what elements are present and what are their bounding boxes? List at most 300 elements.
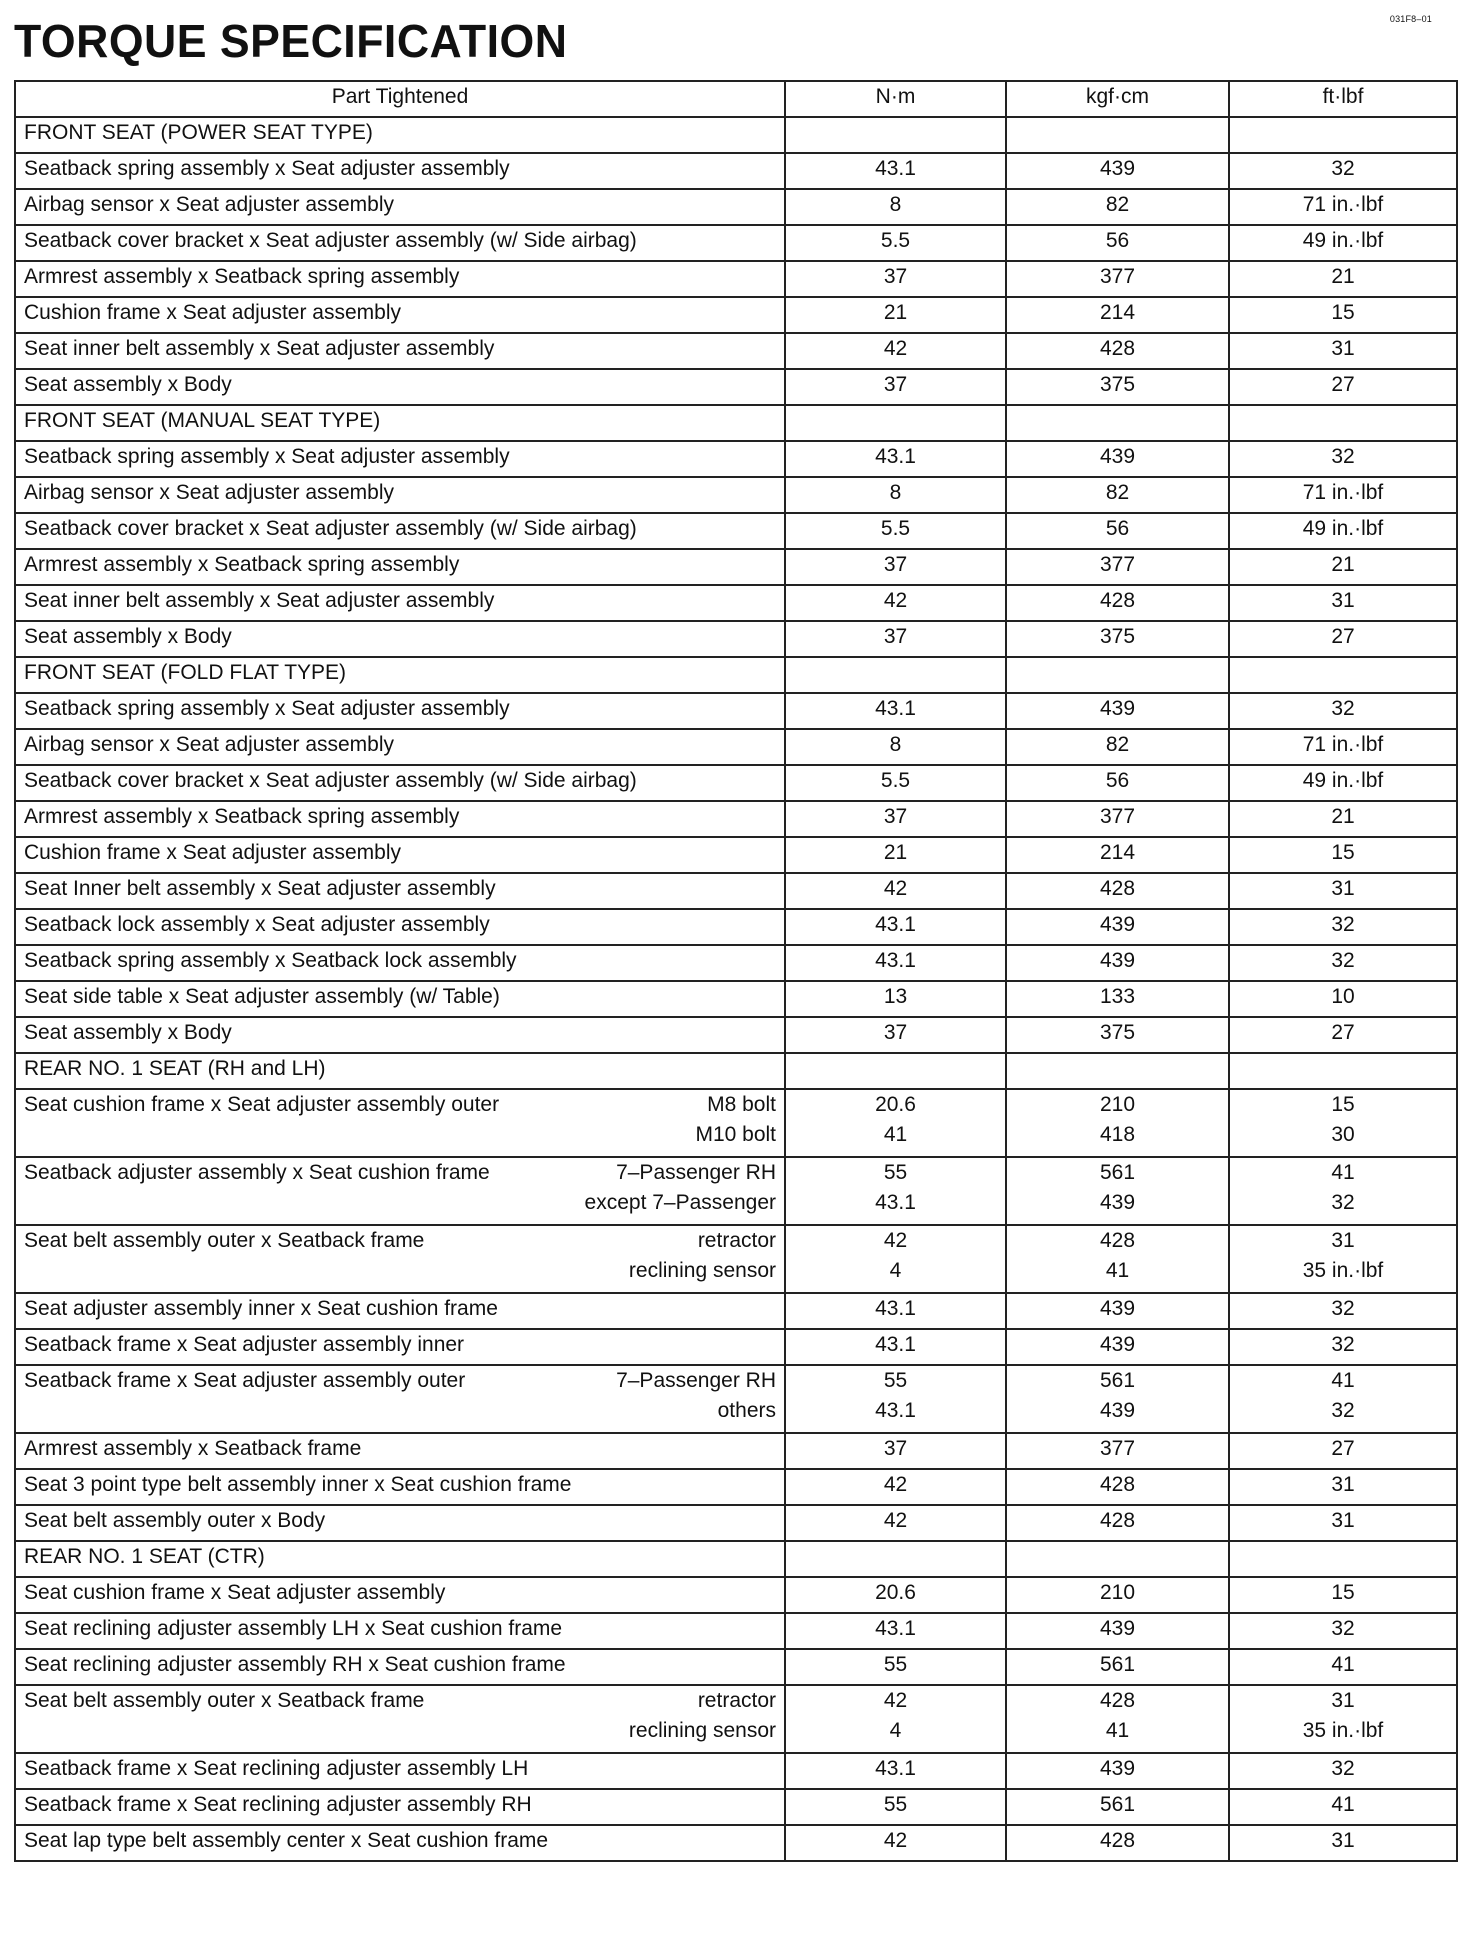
ft-lbf-value-cell: 49 in.·lbf [1229,225,1457,261]
table-row [15,549,1457,585]
kgf-cm-value: 428 [1099,1229,1136,1252]
empty-cell [1006,1053,1229,1089]
section-row [15,1541,1457,1577]
kgf-cm-value-cell: 82 [1006,729,1229,765]
part-cell [15,585,785,621]
table-row [15,837,1457,873]
part-cell [15,153,785,189]
table-row [15,297,1457,333]
ft-lbf-value-cell: 32 [1229,1293,1457,1329]
table-row [15,513,1457,549]
kgf-cm-value-cell: 214 [1006,297,1229,333]
part-cell [15,369,785,405]
part-cell [15,477,785,513]
kgf-cm-value-cell [1006,1365,1229,1433]
table-row [15,1505,1457,1541]
nm-value-cell: 8 [785,477,1006,513]
nm-value-cell: 37 [785,801,1006,837]
part-cell [15,729,785,765]
condition-label: 7–Passenger RH [616,1161,776,1184]
ft-lbf-value-cell: 71 in.·lbf [1229,189,1457,225]
kgf-cm-value-cell: 439 [1006,1329,1229,1365]
nm-value-cell: 37 [785,1017,1006,1053]
kgf-cm-value-cell: 439 [1006,945,1229,981]
table-row [15,1365,1457,1433]
kgf-cm-value: 418 [1099,1123,1136,1146]
table-row [15,1789,1457,1825]
part-cell [15,1613,785,1649]
kgf-cm-value-cell [1006,1685,1229,1753]
part-cell [15,1017,785,1053]
part-cell [15,1789,785,1825]
condition-labels [585,1158,776,1218]
table-row [15,729,1457,765]
part-label: Seat assembly x Body [24,625,232,648]
kgf-cm-value: 561 [1099,1369,1136,1392]
nm-value: 55 [883,1161,908,1184]
ft-lbf-value: 15 [1331,1093,1355,1116]
empty-cell [1229,1053,1457,1089]
ft-lbf-value-cell: 32 [1229,441,1457,477]
nm-value-cell: 8 [785,189,1006,225]
part-label: Seatback cover bracket x Seat adjuster assembly (w/ Side airbag) [24,229,637,252]
section-title: FRONT SEAT (POWER SEAT TYPE) [15,117,785,153]
ft-lbf-value-cell: 31 [1229,585,1457,621]
part-label: Seat belt assembly outer x Seatback frame [24,1229,425,1252]
ft-lbf-value-cell: 15 [1229,297,1457,333]
part-label: Armrest assembly x Seatback frame [24,1437,362,1460]
condition-label: retractor [697,1689,776,1712]
condition-label: reclining sensor [628,1719,776,1742]
torque-spec-table [14,80,1458,1862]
kgf-cm-value-cell: 428 [1006,1825,1229,1861]
section-title: REAR NO. 1 SEAT (RH and LH) [15,1053,785,1089]
part-label: Seatback cover bracket x Seat adjuster assembly (w/ Side airbag) [24,517,637,540]
nm-value-cell: 55 [785,1789,1006,1825]
kgf-cm-value-cell [1006,1157,1229,1225]
ft-lbf-value-cell: 49 in.·lbf [1229,765,1457,801]
kgf-cm-value-cell: 439 [1006,441,1229,477]
ft-lbf-value-cell: 32 [1229,1613,1457,1649]
kgf-cm-value-cell: 375 [1006,621,1229,657]
ft-lbf-value-cell: 27 [1229,369,1457,405]
kgf-cm-value-cell: 377 [1006,801,1229,837]
ft-lbf-value-cell [1229,1685,1457,1753]
part-label: Armrest assembly x Seatback spring assembly [24,553,460,576]
nm-value: 43.1 [875,1399,916,1422]
nm-value-cell: 43.1 [785,1753,1006,1789]
kgf-cm-value: 210 [1099,1093,1136,1116]
kgf-cm-value: 561 [1099,1161,1136,1184]
ft-lbf-value: 41 [1331,1369,1355,1392]
table-row [15,1157,1457,1225]
condition-label: 7–Passenger RH [616,1369,776,1392]
ft-lbf-value-cell: 32 [1229,909,1457,945]
nm-value-cell: 42 [785,1469,1006,1505]
ft-lbf-value-cell: 21 [1229,801,1457,837]
part-label: Seat inner belt assembly x Seat adjuster assembly [24,589,495,612]
kgf-cm-value: 439 [1099,1191,1136,1214]
part-label: Airbag sensor x Seat adjuster assembly [24,481,395,504]
part-label: Seatback spring assembly x Seat adjuster assembly [24,157,510,180]
table-row [15,765,1457,801]
nm-value: 4 [889,1259,902,1282]
nm-value-cell [785,1365,1006,1433]
part-cell [15,909,785,945]
ft-lbf-value-cell: 31 [1229,1469,1457,1505]
kgf-cm-value-cell [1006,1089,1229,1157]
kgf-cm-value-cell: 377 [1006,1433,1229,1469]
header-ft-lbf: ft·lbf [1229,81,1457,117]
table-row [15,1753,1457,1789]
nm-value-cell [785,1685,1006,1753]
table-row [15,909,1457,945]
table-row [15,333,1457,369]
kgf-cm-value-cell: 439 [1006,909,1229,945]
part-cell [15,1825,785,1861]
part-label: Cushion frame x Seat adjuster assembly [24,301,402,324]
part-label: Seat adjuster assembly inner x Seat cushion frame [24,1297,498,1320]
nm-value: 55 [883,1369,908,1392]
part-label: Seat 3 point type belt assembly inner x Seat cushion frame [24,1473,572,1496]
part-cell [15,297,785,333]
empty-cell [1229,405,1457,441]
part-cell [15,1157,785,1225]
kgf-cm-value-cell: 56 [1006,225,1229,261]
part-cell [15,1293,785,1329]
condition-labels [616,1366,776,1426]
nm-value-cell: 42 [785,1825,1006,1861]
kgf-cm-value-cell: 133 [1006,981,1229,1017]
part-cell [15,693,785,729]
kgf-cm-value-cell: 439 [1006,1753,1229,1789]
part-label: Seatback cover bracket x Seat adjuster assembly (w/ Side airbag) [24,769,637,792]
ft-lbf-value: 35 in.·lbf [1302,1719,1384,1742]
nm-value-cell: 42 [785,1505,1006,1541]
nm-value: 43.1 [875,1191,916,1214]
part-label: Seatback spring assembly x Seat adjuster assembly [24,445,510,468]
nm-value-cell: 55 [785,1649,1006,1685]
nm-value-cell: 43.1 [785,909,1006,945]
header-nm: N·m [785,81,1006,117]
part-cell [15,1089,785,1157]
nm-value-cell [785,1225,1006,1293]
page-title: TORQUE SPECIFICATION [14,15,568,67]
table-row [15,621,1457,657]
condition-labels [695,1090,776,1150]
part-label: Seat assembly x Body [24,1021,232,1044]
condition-labels [629,1686,776,1746]
kgf-cm-value-cell: 439 [1006,153,1229,189]
empty-cell [1229,1541,1457,1577]
table-row [15,189,1457,225]
header-kgf-cm: kgf·cm [1006,81,1229,117]
part-label: Seat belt assembly outer x Body [24,1509,326,1532]
ft-lbf-value-cell [1229,1225,1457,1293]
section-title: FRONT SEAT (FOLD FLAT TYPE) [15,657,785,693]
kgf-cm-value-cell: 375 [1006,1017,1229,1053]
condition-label: others [717,1399,776,1422]
table-row [15,1825,1457,1861]
header-part-tightened: Part Tightened [15,81,785,117]
part-label: Seatback spring assembly x Seat adjuster assembly [24,697,510,720]
part-label: Seat Inner belt assembly x Seat adjuster assembly [24,877,496,900]
ft-lbf-value-cell: 71 in.·lbf [1229,729,1457,765]
part-label: Seat side table x Seat adjuster assembly (w/ Table) [24,985,500,1008]
part-cell [15,1433,785,1469]
nm-value: 42 [883,1689,908,1712]
nm-value-cell [785,1089,1006,1157]
nm-value-cell: 37 [785,621,1006,657]
table-row [15,1017,1457,1053]
table-row [15,441,1457,477]
ft-lbf-value-cell: 31 [1229,873,1457,909]
part-cell [15,981,785,1017]
table-row [15,1613,1457,1649]
part-cell [15,1225,785,1293]
table-row [15,1089,1457,1157]
part-label: Seatback adjuster assembly x Seat cushion frame [24,1161,490,1184]
nm-value-cell: 8 [785,729,1006,765]
header-row [15,81,1457,117]
nm-value-cell: 5.5 [785,513,1006,549]
nm-value-cell: 43.1 [785,693,1006,729]
part-cell [15,549,785,585]
part-cell [15,873,785,909]
nm-value-cell: 37 [785,1433,1006,1469]
section-row [15,1053,1457,1089]
ft-lbf-value-cell: 32 [1229,693,1457,729]
table-row [15,945,1457,981]
condition-label: reclining sensor [628,1259,776,1282]
ft-lbf-value-cell: 32 [1229,1329,1457,1365]
part-label: Seat reclining adjuster assembly RH x Seat cushion frame [24,1653,566,1676]
ft-lbf-value: 31 [1331,1229,1355,1252]
table-row [15,1469,1457,1505]
part-cell [15,837,785,873]
part-label: Seat reclining adjuster assembly LH x Seat cushion frame [24,1617,563,1640]
ft-lbf-value-cell: 41 [1229,1789,1457,1825]
ft-lbf-value: 41 [1331,1161,1355,1184]
section-title: FRONT SEAT (MANUAL SEAT TYPE) [15,405,785,441]
kgf-cm-value-cell: 214 [1006,837,1229,873]
nm-value-cell: 43.1 [785,1613,1006,1649]
part-label: Cushion frame x Seat adjuster assembly [24,841,402,864]
nm-value-cell: 43.1 [785,1293,1006,1329]
kgf-cm-value: 41 [1105,1719,1130,1742]
nm-value-cell: 21 [785,297,1006,333]
part-cell [15,945,785,981]
section-row [15,117,1457,153]
ft-lbf-value-cell: 49 in.·lbf [1229,513,1457,549]
empty-cell [1006,657,1229,693]
nm-value: 41 [883,1123,908,1146]
table-row [15,1685,1457,1753]
kgf-cm-value-cell: 377 [1006,549,1229,585]
kgf-cm-value-cell: 56 [1006,765,1229,801]
part-label: Armrest assembly x Seatback spring assembly [24,805,460,828]
nm-value-cell: 42 [785,585,1006,621]
nm-value-cell: 37 [785,369,1006,405]
nm-value-cell: 37 [785,261,1006,297]
kgf-cm-value-cell: 82 [1006,477,1229,513]
ft-lbf-value-cell: 41 [1229,1649,1457,1685]
kgf-cm-value-cell: 428 [1006,585,1229,621]
ft-lbf-value-cell: 31 [1229,1505,1457,1541]
kgf-cm-value-cell: 428 [1006,1469,1229,1505]
table-row [15,801,1457,837]
empty-cell [785,117,1006,153]
part-cell [15,189,785,225]
kgf-cm-value-cell: 561 [1006,1649,1229,1685]
table-row [15,1577,1457,1613]
condition-label: except 7–Passenger [584,1191,776,1214]
document-code: 031F8–01 [1389,14,1432,24]
table-row [15,1293,1457,1329]
kgf-cm-value: 41 [1105,1259,1130,1282]
empty-cell [1006,117,1229,153]
part-label: Seatback frame x Seat adjuster assembly outer [24,1369,466,1392]
ft-lbf-value-cell: 32 [1229,945,1457,981]
part-label: Seat assembly x Body [24,373,232,396]
part-cell [15,621,785,657]
nm-value-cell: 20.6 [785,1577,1006,1613]
part-cell [15,441,785,477]
condition-labels [629,1226,776,1286]
ft-lbf-value-cell [1229,1089,1457,1157]
table-row [15,153,1457,189]
part-cell [15,1649,785,1685]
empty-cell [785,1541,1006,1577]
section-title: REAR NO. 1 SEAT (CTR) [15,1541,785,1577]
empty-cell [785,657,1006,693]
table-row [15,693,1457,729]
part-label: Armrest assembly x Seatback spring assembly [24,265,460,288]
table-row [15,585,1457,621]
kgf-cm-value-cell: 428 [1006,873,1229,909]
part-label: Seat cushion frame x Seat adjuster assembly [24,1581,446,1604]
nm-value-cell: 43.1 [785,945,1006,981]
part-cell [15,333,785,369]
nm-value-cell: 37 [785,549,1006,585]
ft-lbf-value-cell: 21 [1229,261,1457,297]
empty-cell [1229,117,1457,153]
ft-lbf-value-cell: 27 [1229,1017,1457,1053]
ft-lbf-value-cell: 32 [1229,153,1457,189]
table-row [15,477,1457,513]
part-cell [15,225,785,261]
kgf-cm-value-cell: 561 [1006,1789,1229,1825]
kgf-cm-value-cell: 428 [1006,333,1229,369]
part-label: Seatback frame x Seat reclining adjuster assembly LH [24,1757,529,1780]
part-label: Airbag sensor x Seat adjuster assembly [24,193,395,216]
empty-cell [1006,1541,1229,1577]
table-row [15,873,1457,909]
ft-lbf-value-cell: 27 [1229,1433,1457,1469]
empty-cell [1006,405,1229,441]
table-row [15,981,1457,1017]
part-cell [15,261,785,297]
kgf-cm-value-cell: 439 [1006,693,1229,729]
empty-cell [785,405,1006,441]
part-cell [15,1365,785,1433]
nm-value-cell [785,1157,1006,1225]
part-label: Seatback lock assembly x Seat adjuster assembly [24,913,490,936]
kgf-cm-value-cell: 439 [1006,1613,1229,1649]
condition-label: M10 bolt [695,1123,776,1146]
part-label: Seatback spring assembly x Seatback lock assembly [24,949,517,972]
nm-value: 42 [883,1229,908,1252]
table-row [15,1433,1457,1469]
nm-value-cell: 21 [785,837,1006,873]
condition-label: retractor [697,1229,776,1252]
ft-lbf-value-cell: 32 [1229,1753,1457,1789]
kgf-cm-value-cell: 428 [1006,1505,1229,1541]
part-cell [15,513,785,549]
ft-lbf-value: 31 [1331,1689,1355,1712]
nm-value-cell: 43.1 [785,441,1006,477]
part-label: Seat belt assembly outer x Seatback frame [24,1689,425,1712]
ft-lbf-value-cell: 31 [1229,1825,1457,1861]
nm-value-cell: 42 [785,873,1006,909]
part-label: Seat inner belt assembly x Seat adjuster assembly [24,337,495,360]
nm-value-cell: 5.5 [785,765,1006,801]
part-label: Airbag sensor x Seat adjuster assembly [24,733,395,756]
ft-lbf-value-cell [1229,1365,1457,1433]
nm-value-cell: 42 [785,333,1006,369]
part-cell [15,1329,785,1365]
part-cell [15,1505,785,1541]
part-cell [15,1469,785,1505]
kgf-cm-value-cell: 439 [1006,1293,1229,1329]
kgf-cm-value-cell [1006,1225,1229,1293]
empty-cell [785,1053,1006,1089]
part-cell [15,801,785,837]
ft-lbf-value-cell: 10 [1229,981,1457,1017]
table-row [15,1329,1457,1365]
table-row [15,369,1457,405]
nm-value-cell: 13 [785,981,1006,1017]
part-cell [15,765,785,801]
ft-lbf-value-cell: 21 [1229,549,1457,585]
table-row [15,261,1457,297]
part-cell [15,1577,785,1613]
ft-lbf-value-cell: 31 [1229,333,1457,369]
ft-lbf-value-cell: 15 [1229,837,1457,873]
condition-label: M8 bolt [707,1093,776,1116]
kgf-cm-value-cell: 377 [1006,261,1229,297]
nm-value-cell: 43.1 [785,1329,1006,1365]
ft-lbf-value-cell: 15 [1229,1577,1457,1613]
kgf-cm-value-cell: 210 [1006,1577,1229,1613]
ft-lbf-value: 35 in.·lbf [1302,1259,1384,1282]
table-row [15,1225,1457,1293]
part-cell [15,1753,785,1789]
section-row [15,657,1457,693]
kgf-cm-value: 428 [1099,1689,1136,1712]
table-body [15,117,1457,1861]
ft-lbf-value-cell: 27 [1229,621,1457,657]
kgf-cm-value-cell: 375 [1006,369,1229,405]
nm-value-cell: 5.5 [785,225,1006,261]
table-row [15,1649,1457,1685]
part-label: Seatback frame x Seat adjuster assembly inner [24,1333,465,1356]
kgf-cm-value: 439 [1099,1399,1136,1422]
ft-lbf-value-cell [1229,1157,1457,1225]
part-label: Seat lap type belt assembly center x Seat cushion frame [24,1829,549,1852]
nm-value: 4 [889,1719,902,1742]
nm-value-cell: 43.1 [785,153,1006,189]
